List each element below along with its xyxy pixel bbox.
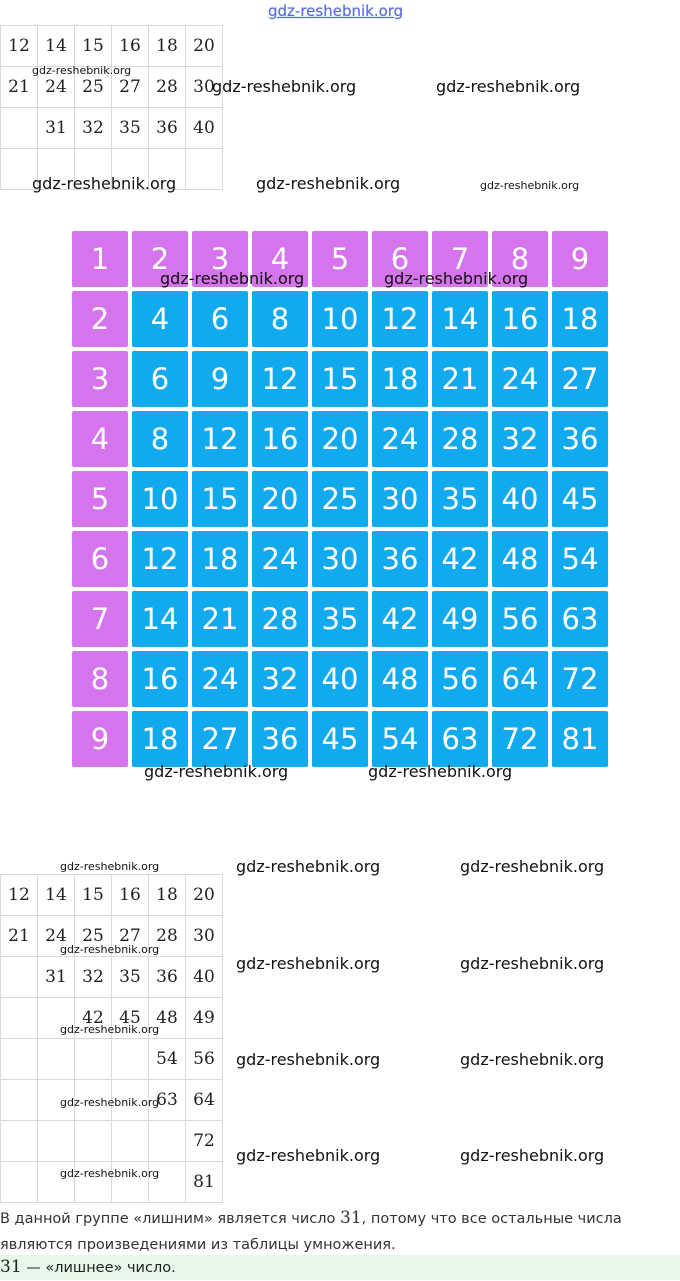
- table-cell: 40: [186, 108, 223, 149]
- product-cell: 15: [312, 351, 368, 407]
- header-cell: 1: [72, 231, 128, 287]
- header-cell: 8: [492, 231, 548, 287]
- product-cell: 72: [552, 651, 608, 707]
- header-cell: 6: [372, 231, 428, 287]
- product-cell: 9: [192, 351, 248, 407]
- watermark: gdz-reshebnik.org: [60, 943, 160, 956]
- product-cell: 12: [252, 351, 308, 407]
- product-cell: 6: [132, 351, 188, 407]
- product-cell: 21: [192, 591, 248, 647]
- table-row: [1, 1039, 223, 1080]
- table-cell: [1, 1080, 38, 1121]
- product-cell: 16: [252, 411, 308, 467]
- product-cell: 56: [432, 651, 488, 707]
- product-cell: 10: [132, 471, 188, 527]
- table-cell: 18: [149, 26, 186, 67]
- table-cell: 49: [186, 998, 223, 1039]
- table-cell: [38, 1121, 75, 1162]
- table-cell: 31: [38, 957, 75, 998]
- table-cell: 56: [186, 1039, 223, 1080]
- table-cell: 25: [75, 67, 112, 108]
- product-cell: 12: [372, 291, 428, 347]
- table-cell: 21: [1, 67, 38, 108]
- watermark: gdz-reshebnik.org: [384, 269, 529, 288]
- product-cell: 40: [312, 651, 368, 707]
- product-cell: 36: [552, 411, 608, 467]
- answer-number: 31: [0, 1257, 22, 1277]
- product-cell: 35: [432, 471, 488, 527]
- table-cell: [38, 1039, 75, 1080]
- table-cell: 21: [1, 916, 38, 957]
- product-cell: 21: [432, 351, 488, 407]
- watermark: gdz-reshebnik.org: [212, 77, 357, 96]
- product-cell: 24: [492, 351, 548, 407]
- table-cell: [112, 1121, 149, 1162]
- table-cell: 27: [112, 67, 149, 108]
- table-row: [1, 26, 223, 67]
- table-cell: 40: [186, 957, 223, 998]
- table-cell: [1, 998, 38, 1039]
- table-cell: [149, 1121, 186, 1162]
- table-cell: [1, 957, 38, 998]
- product-cell: 16: [492, 291, 548, 347]
- table-cell: 30: [186, 67, 223, 108]
- watermark: gdz-reshebnik.org: [60, 1167, 160, 1180]
- watermark: gdz-reshebnik.org: [460, 1050, 605, 1069]
- watermark: gdz-reshebnik.org: [60, 1096, 160, 1109]
- product-cell: 45: [552, 471, 608, 527]
- table-cell: [75, 1039, 112, 1080]
- table-cell: 20: [186, 875, 223, 916]
- product-cell: 32: [252, 651, 308, 707]
- watermark: gdz-reshebnik.org: [460, 954, 605, 973]
- watermark: gdz-reshebnik.org: [236, 857, 381, 876]
- table-cell: 32: [75, 108, 112, 149]
- header-cell: 7: [72, 591, 128, 647]
- table-cell: 35: [112, 108, 149, 149]
- product-cell: 20: [312, 411, 368, 467]
- table-cell: 15: [75, 875, 112, 916]
- watermark: gdz-reshebnik.org: [236, 1146, 381, 1165]
- product-cell: 48: [492, 531, 548, 587]
- header-cell: 3: [192, 231, 248, 287]
- product-cell: 40: [492, 471, 548, 527]
- table-cell: [1, 1039, 38, 1080]
- answer-text: — «лишнее» число.: [21, 1260, 176, 1276]
- watermark: gdz-reshebnik.org: [436, 77, 581, 96]
- product-cell: 15: [192, 471, 248, 527]
- product-cell: 36: [372, 531, 428, 587]
- product-cell: 24: [192, 651, 248, 707]
- table-row: [1, 1121, 223, 1162]
- table-cell: 42: [75, 998, 112, 1039]
- product-cell: 64: [492, 651, 548, 707]
- product-cell: 63: [552, 591, 608, 647]
- table-cell: 14: [38, 875, 75, 916]
- table-cell: 64: [186, 1080, 223, 1121]
- watermark: gdz-reshebnik.org: [460, 857, 605, 876]
- table-cell: 16: [112, 26, 149, 67]
- product-cell: 25: [312, 471, 368, 527]
- table-cell: 24: [38, 916, 75, 957]
- product-cell: 14: [432, 291, 488, 347]
- watermark: gdz-reshebnik.org: [60, 860, 160, 873]
- product-cell: 12: [192, 411, 248, 467]
- table-cell: 27: [112, 916, 149, 957]
- product-cell: 49: [432, 591, 488, 647]
- table-cell: [1, 1162, 38, 1203]
- product-cell: 16: [132, 651, 188, 707]
- product-cell: 24: [252, 531, 308, 587]
- table-row: [1, 108, 223, 149]
- product-cell: 18: [372, 351, 428, 407]
- watermark: gdz-reshebnik.org: [460, 1146, 605, 1165]
- watermark: gdz-reshebnik.org: [160, 269, 305, 288]
- table-cell: 24: [38, 67, 75, 108]
- product-cell: 54: [552, 531, 608, 587]
- product-cell: 27: [192, 711, 248, 767]
- product-cell: 72: [492, 711, 548, 767]
- product-cell: 8: [132, 411, 188, 467]
- product-cell: 10: [312, 291, 368, 347]
- table-cell: 30: [186, 916, 223, 957]
- product-cell: 81: [552, 711, 608, 767]
- table-cell: 54: [149, 1039, 186, 1080]
- product-cell: 28: [252, 591, 308, 647]
- table-cell: 20: [186, 26, 223, 67]
- table-cell: 31: [38, 108, 75, 149]
- product-cell: 18: [132, 711, 188, 767]
- watermark: gdz-reshebnik.org: [32, 64, 132, 77]
- table-cell: [112, 1039, 149, 1080]
- table-cell: 45: [112, 998, 149, 1039]
- product-cell: 18: [552, 291, 608, 347]
- product-cell: 42: [372, 591, 428, 647]
- watermark: gdz-reshebnik.org: [480, 179, 580, 192]
- table-cell: 36: [149, 108, 186, 149]
- bottom-number-table: [0, 874, 223, 1203]
- header-cell: 9: [72, 711, 128, 767]
- table-cell: [75, 1121, 112, 1162]
- table-cell: 28: [149, 67, 186, 108]
- header-cell: 8: [72, 651, 128, 707]
- table-cell: 28: [149, 916, 186, 957]
- table-cell: [1, 1121, 38, 1162]
- explanation-text: [0, 1205, 680, 1258]
- header-cell: 7: [432, 231, 488, 287]
- explanation-line1-end: , потому что все остальные числа: [361, 1211, 622, 1227]
- product-cell: 48: [372, 651, 428, 707]
- table-row: [1, 957, 223, 998]
- watermark: gdz-reshebnik.org: [256, 174, 401, 193]
- product-cell: 36: [252, 711, 308, 767]
- watermark: gdz-reshebnik.org: [236, 954, 381, 973]
- header-cell: 3: [72, 351, 128, 407]
- table-cell: 18: [149, 875, 186, 916]
- table-cell: [186, 149, 223, 190]
- explanation-line1-start: В данной группе «лишним» является число: [0, 1211, 341, 1227]
- product-cell: 8: [252, 291, 308, 347]
- product-cell: 35: [312, 591, 368, 647]
- product-cell: 30: [312, 531, 368, 587]
- watermark: gdz-reshebnik.org: [32, 174, 177, 193]
- header-cell: 4: [72, 411, 128, 467]
- table-row: [1, 875, 223, 916]
- product-cell: 42: [432, 531, 488, 587]
- product-cell: 14: [132, 591, 188, 647]
- product-cell: 18: [192, 531, 248, 587]
- product-cell: 45: [312, 711, 368, 767]
- table-cell: 81: [186, 1162, 223, 1203]
- product-cell: 30: [372, 471, 428, 527]
- table-cell: 36: [149, 957, 186, 998]
- top-number-table: [0, 25, 223, 190]
- watermark: gdz-reshebnik.org: [236, 1050, 381, 1069]
- product-cell: 12: [132, 531, 188, 587]
- product-cell: 20: [252, 471, 308, 527]
- header-cell: 4: [252, 231, 308, 287]
- table-cell: 32: [75, 957, 112, 998]
- table-cell: 16: [112, 875, 149, 916]
- header-cell: 5: [72, 471, 128, 527]
- watermark-link[interactable]: gdz-reshebnik.org: [268, 2, 404, 20]
- header-cell: 5: [312, 231, 368, 287]
- table-cell: 35: [112, 957, 149, 998]
- multiplication-table: [72, 231, 608, 767]
- product-cell: 6: [192, 291, 248, 347]
- product-cell: 27: [552, 351, 608, 407]
- explanation-number: 31: [340, 1208, 362, 1228]
- product-cell: 63: [432, 711, 488, 767]
- product-cell: 54: [372, 711, 428, 767]
- header-cell: 6: [72, 531, 128, 587]
- watermark: gdz-reshebnik.org: [144, 762, 289, 781]
- table-cell: 72: [186, 1121, 223, 1162]
- product-cell: 56: [492, 591, 548, 647]
- product-cell: 24: [372, 411, 428, 467]
- table-cell: 14: [38, 26, 75, 67]
- answer-box: [0, 1255, 680, 1280]
- table-cell: 12: [1, 26, 38, 67]
- header-cell: 2: [132, 231, 188, 287]
- product-cell: 32: [492, 411, 548, 467]
- table-cell: 12: [1, 875, 38, 916]
- header-cell: 2: [72, 291, 128, 347]
- product-cell: 28: [432, 411, 488, 467]
- table-cell: 63: [149, 1080, 186, 1121]
- explanation-line2: являются произведениями из таблицы умножения.: [0, 1237, 396, 1253]
- table-cell: 48: [149, 998, 186, 1039]
- table-cell: 25: [75, 916, 112, 957]
- header-cell: 9: [552, 231, 608, 287]
- table-cell: 15: [75, 26, 112, 67]
- watermark: gdz-reshebnik.org: [368, 762, 513, 781]
- table-cell: [1, 108, 38, 149]
- watermark: gdz-reshebnik.org: [60, 1023, 160, 1036]
- product-cell: 4: [132, 291, 188, 347]
